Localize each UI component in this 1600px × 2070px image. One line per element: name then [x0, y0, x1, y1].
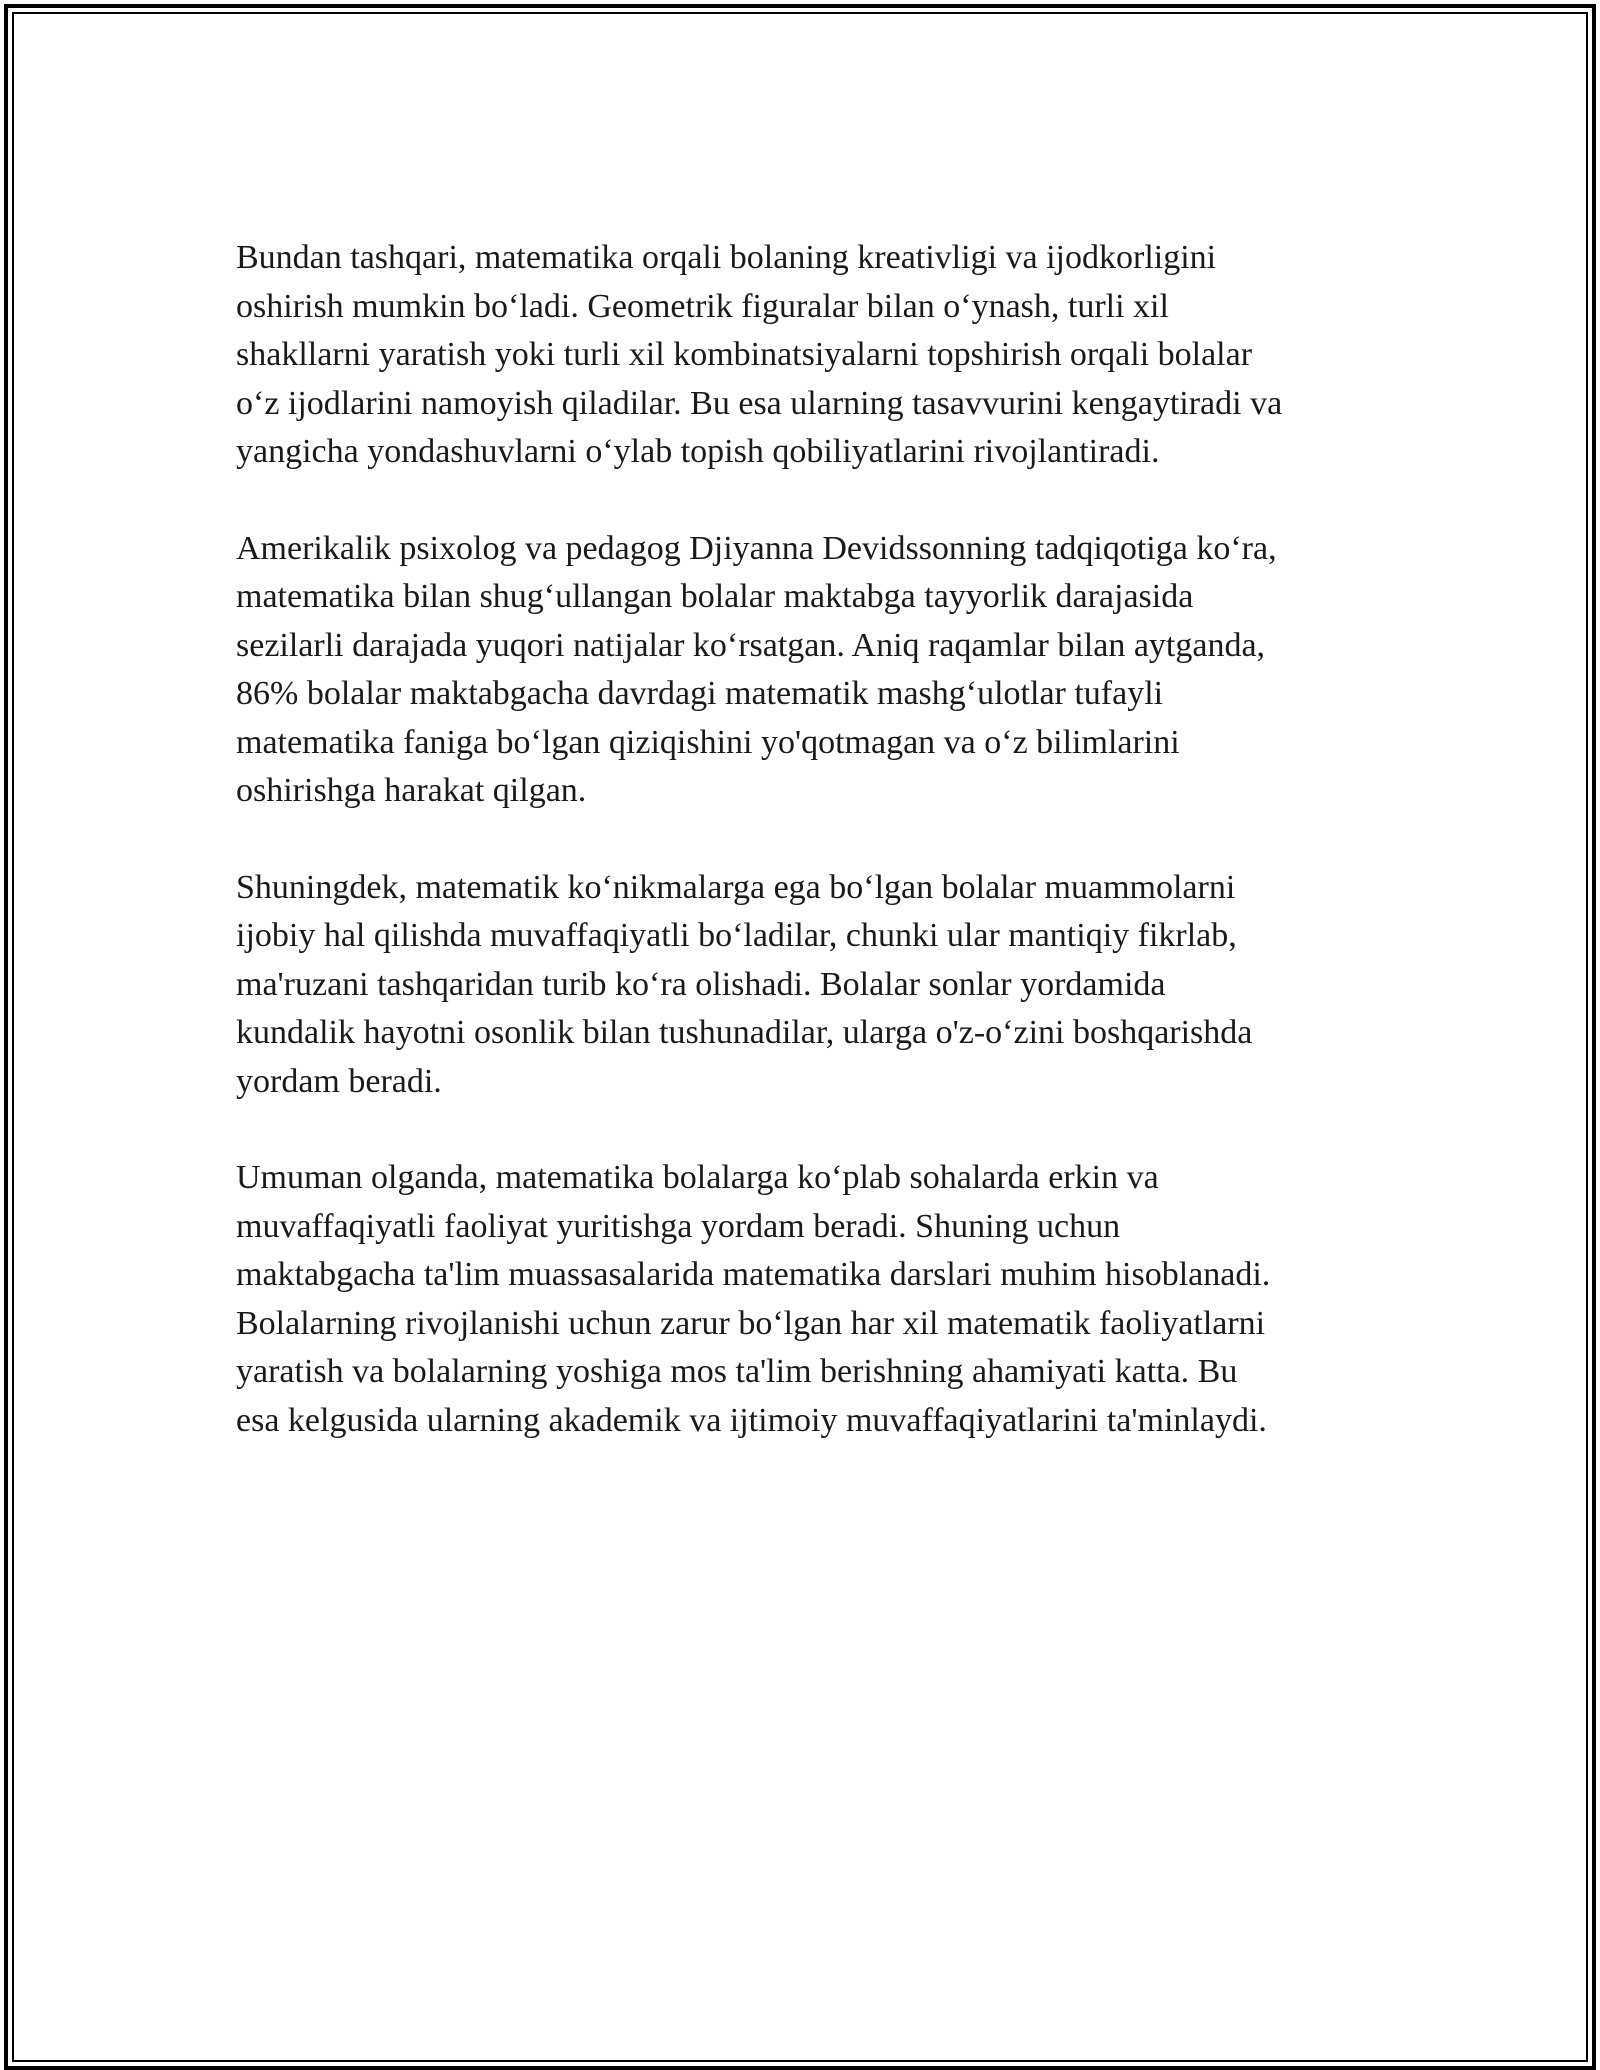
text-line: Shuningdek, matematik ko‘nikmalarga ega bo‘lgan bolalar muammolarni [236, 868, 1236, 906]
text-line: Amerikalik psixolog va pedagog Djiyanna Devidssonning tadqiqotiga ko‘ra, [236, 529, 1277, 567]
paragraph-3 [236, 864, 1376, 1107]
text-line: maktabgacha ta'lim muassasalarida matematika darslari muhim hisoblanadi. [236, 1256, 1271, 1293]
text-line: 86% bolalar maktabgacha davrdagi matematik mashg‘ulotlar tufayli [236, 675, 1164, 712]
paragraph-2 [236, 525, 1376, 816]
text-line: matematika bilan shug‘ullangan bolalar maktabga tayyorlik darajasida [236, 578, 1194, 615]
text-line: shakllarni yaratish yoki turli xil kombinatsiyalarni topshirish orqali bolalar [236, 336, 1253, 373]
paragraph-4 [236, 1154, 1376, 1445]
text-line: yangicha yondashuvlarni o‘ylab topish qobiliyatlarini rivojlantiradi. [236, 433, 1160, 470]
text-line: yordam beradi. [236, 1062, 442, 1100]
text-line: o‘z ijodlarini namoyish qiladilar. Bu esa ularning tasavvurini kengaytiradi va [236, 384, 1283, 422]
document-body [236, 234, 1376, 1493]
text-line: Bundan tashqari, matematika orqali bolaning kreativligi va ijodkorligini [236, 239, 1217, 276]
text-line: oshirishga harakat qilgan. [236, 772, 587, 809]
text-line: yaratish va bolalarning yoshiga mos ta'lim berishning ahamiyati katta. Bu [236, 1353, 1238, 1390]
text-line: ijobiy hal qilishda muvaffaqiyatli bo‘ladilar, chunki ular mantiqiy fikrlab, [236, 917, 1237, 954]
text-line: muvaffaqiyatli faoliyat yuritishga yordam beradi. Shuning uchun [236, 1207, 1121, 1245]
text-line: esa kelgusida ularning akademik va ijtimoiy muvaffaqiyatlarini ta'minlaydi. [236, 1401, 1267, 1439]
text-line: ma'ruzani tashqaridan turib ko‘ra olishadi. Bolalar sonlar yordamida [236, 965, 1166, 1003]
paragraph-1 [236, 234, 1376, 477]
text-line: matematika faniga bo‘lgan qiziqishini yo'qotmagan va o‘z bilimlarini [236, 723, 1180, 761]
text-line: Umuman olganda, matematika bolalarga ko‘plab sohalarda erkin va [236, 1159, 1159, 1196]
text-line: sezilarli darajada yuqori natijalar ko‘rsatgan. Aniq raqamlar bilan aytganda, [236, 626, 1266, 664]
text-line: Bolalarning rivojlanishi uchun zarur bo‘lgan har xil matematik faoliyatlarni [236, 1304, 1266, 1342]
text-line: oshirish mumkin bo‘ladi. Geometrik figuralar bilan o‘ynash, turli xil [236, 287, 1169, 325]
text-line: kundalik hayotni osonlik bilan tushunadilar, ularga o'z-o‘zini boshqarishda [236, 1014, 1253, 1051]
